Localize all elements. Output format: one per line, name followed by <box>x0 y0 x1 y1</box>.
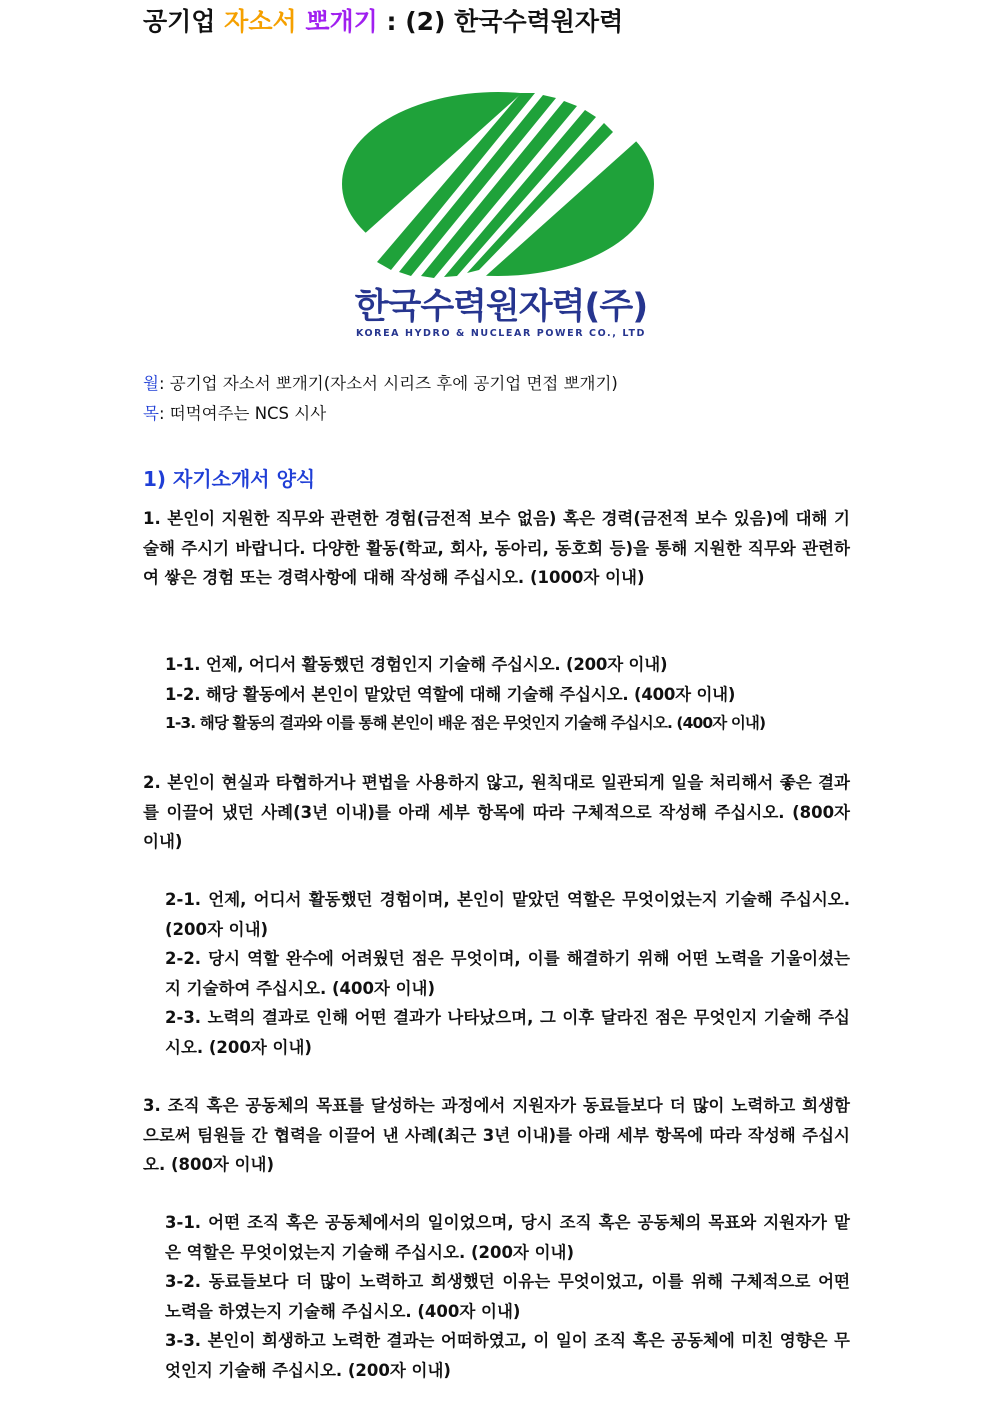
page-title <box>143 2 623 38</box>
title-prefix: 공기업 <box>143 7 216 36</box>
question-3: 3. 조직 혹은 공동체의 목표를 달성하는 과정에서 지원자가 동료들보다 더 많이 노력하고 희생함으로써 팀원들 간 협력을 이끌어 낸 사례(최근 3년 이내)를 아래 세부 항목에 따라 작성해 주십시오. (800자 이내) <box>143 1096 850 1174</box>
khnp-logo-icon <box>333 92 669 342</box>
title-word-purple: 뽀개기 <box>305 7 378 36</box>
title-word-orange: 자소서 <box>224 7 297 36</box>
logo-english-name: KOREA HYDRO & NUCLEAR POWER CO., LTD <box>355 328 647 339</box>
schedule-thursday <box>143 400 326 424</box>
schedule-text: : 공기업 자소서 뽀개기(자소서 시리즈 후에 공기업 면접 뽀개기) <box>158 374 618 393</box>
schedule-monday <box>143 370 618 394</box>
section-title: 1) 자기소개서 양식 <box>143 467 316 491</box>
sub-question: 1-2. 해당 활동에서 본인이 맡았던 역할에 대해 기술해 주십시오. (400자 이내) <box>165 684 736 704</box>
schedule-key: 목 <box>143 404 159 423</box>
sub-question: 3-3. 본인이 희생하고 노력한 결과는 어떠하였고, 이 일이 조직 혹은 공동체에 미친 영향은 무엇인지 기술해 주십시오. (200자 이내) <box>165 1331 850 1380</box>
title-suffix: : (2) 한국수력원자력 <box>386 7 624 36</box>
question-2: 2. 본인이 현실과 타협하거나 편법을 사용하지 않고, 원칙대로 일관되게 일을 처리해서 좋은 결과를 이끌어 냈던 사례(3년 이내)를 아래 세부 항목에 따라 구체적으로 작성해 주십시오. (800자 이내) <box>143 773 850 851</box>
sub-question: 2-2. 당시 역할 완수에 어려웠던 점은 무엇이며, 이를 해결하기 위해 어떤 노력을 기울이셨는지 기술하여 주십시오. (400자 이내) <box>165 949 850 998</box>
logo-korean-name: 한국수력원자력(주) <box>354 287 648 327</box>
question-2-subs <box>165 885 850 1062</box>
sub-question: 1-1. 언제, 어디서 활동했던 경험인지 기술해 주십시오. (200자 이내) <box>165 655 668 674</box>
question-1: 1. 본인이 지원한 직무와 관련한 경험(금전적 보수 없음) 혹은 경력(금전적 보수 있음)에 대해 기술해 주시기 바랍니다. 다양한 활동(학교, 회사, 동아리, 동호회 등)을 통해 지원한 직무와 관련하여 쌓은 경험 또는 경력사항에 대해 작성해 주십시오. (1000자 이내) <box>143 509 850 587</box>
sub-question: 3-2. 동료들보다 더 많이 노력하고 희생했던 이유는 무엇이었고, 이를 위해 구체적으로 어떤 노력을 하였는지 기술해 주십시오. (400자 이내) <box>165 1272 850 1321</box>
sub-question: 2-3. 노력의 결과로 인해 어떤 결과가 나타났으며, 그 이후 달라진 점은 무엇인지 기술해 주십시오. (200자 이내) <box>165 1008 850 1057</box>
sub-question: 1-3. 해당 활동의 결과와 이를 통해 본인이 배운 점은 무엇인지 기술해 주십시오. (400자 이내) <box>165 714 766 732</box>
schedule-text: : 떠먹여주는 NCS 시사 <box>158 404 327 423</box>
sub-question: 3-1. 어떤 조직 혹은 공동체에서의 일이었으며, 당시 조직 혹은 공동체의 목표와 지원자가 맡은 역할은 무엇이었는지 기술해 주십시오. (200자 이내) <box>165 1213 850 1262</box>
sub-question: 2-1. 언제, 어디서 활동했던 경험이며, 본인이 맡았던 역할은 무엇이었는지 기술해 주십시오. (200자 이내) <box>165 890 850 939</box>
question-3-subs <box>165 1208 850 1385</box>
question-1-subs <box>165 650 850 739</box>
schedule-key: 월 <box>143 374 159 393</box>
company-logo <box>333 92 669 342</box>
